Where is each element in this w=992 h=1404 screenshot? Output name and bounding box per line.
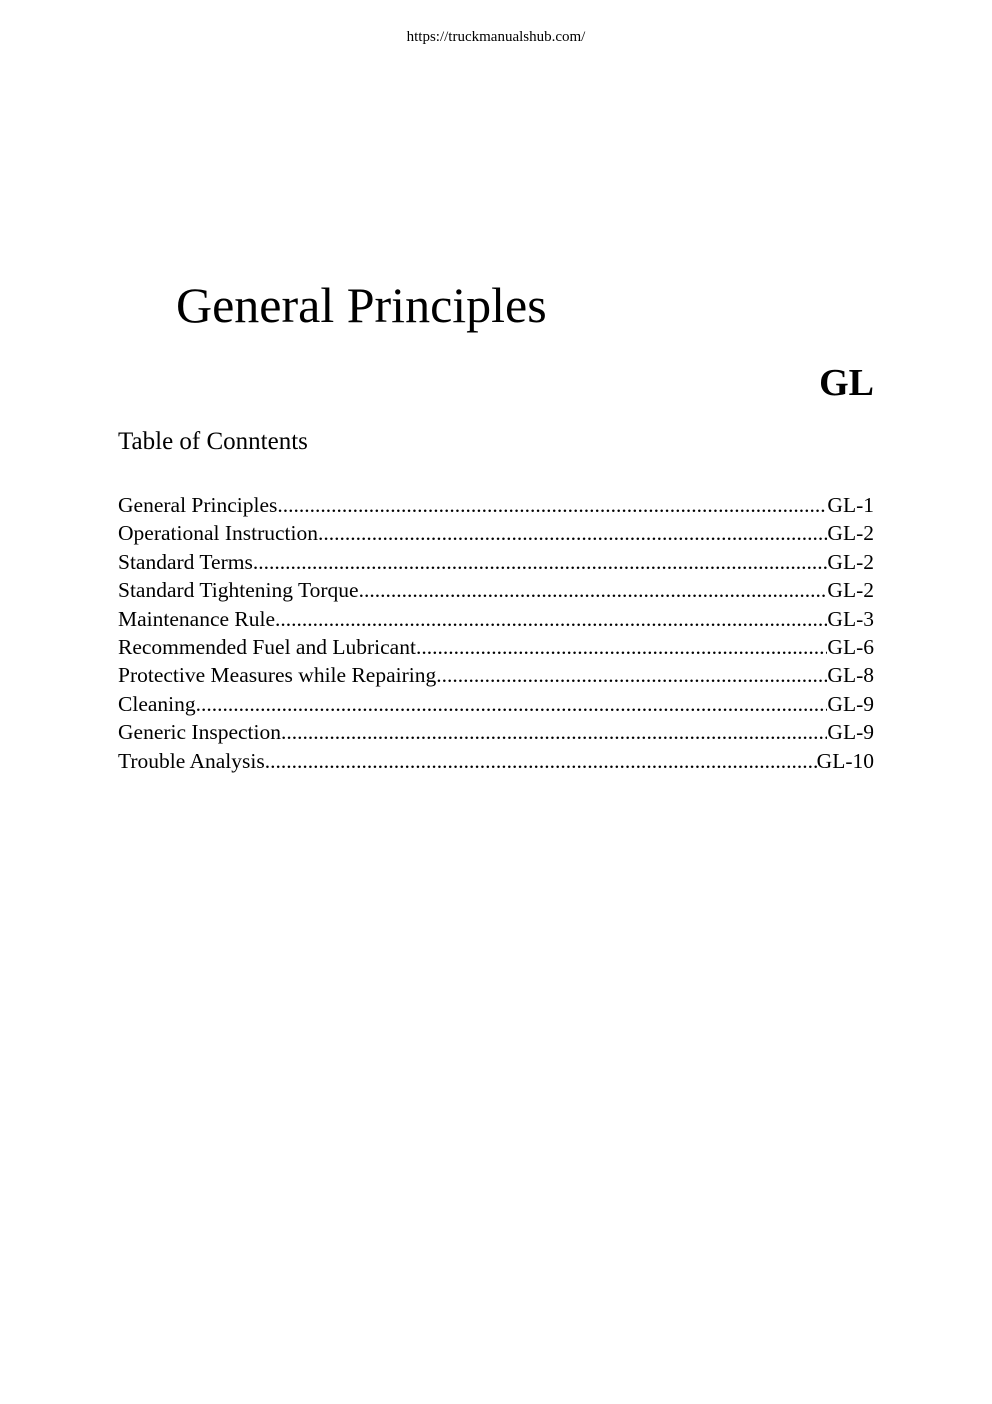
toc-entry-recommended-fuel-and-lubricant[interactable] [118,633,874,661]
toc-entry-page: GL-9 [827,720,874,745]
toc-entry-label: Maintenance Rule [118,606,276,631]
toc-dot-leader [277,491,827,519]
toc-entry-protective-measures-while-repairing[interactable] [118,661,874,689]
toc-entry-label: Operational Instruction [118,521,319,546]
toc-entry-page: GL-9 [827,691,874,716]
toc-dot-leader [196,690,828,718]
toc-entry-page: GL-3 [827,606,874,631]
toc-dot-leader [253,548,828,576]
toc-entry-label: Protective Measures while Repairing [118,663,437,688]
toc-entry-page: GL-10 [816,748,874,773]
toc-dot-leader [275,605,827,633]
toc-entry-maintenance-rule[interactable] [118,605,874,633]
toc-entry-page: GL-8 [827,663,874,688]
toc-entry-page: GL-6 [827,634,874,659]
toc-entry-label: General Principles [118,493,278,517]
toc-entry-page: GL-2 [827,521,874,546]
toc-entry-standard-terms[interactable] [118,548,874,576]
toc-entry-label: Standard Terms [118,549,253,574]
toc-entry-label: Trouble Analysis [118,748,265,773]
toc-entry-page: GL-1 [827,493,874,517]
toc-dot-leader [265,747,817,775]
toc-entry-label: Standard Tightening Torque [118,578,359,603]
toc-dot-leader [281,718,827,746]
toc-entry-generic-inspection[interactable] [118,718,874,746]
toc-list [118,491,874,775]
toc-dot-leader [436,661,827,689]
toc-entry-label: Generic Inspection [118,720,281,745]
toc-entry-trouble-analysis[interactable] [118,747,874,775]
toc-entry-standard-tightening-torque[interactable] [118,576,874,604]
toc-entry-page: GL-2 [827,549,874,574]
page-header-url: https://truckmanualshub.com/ [406,29,586,45]
toc-heading: Table of Conntents [118,428,308,455]
toc-entry-cleaning[interactable] [118,690,874,718]
toc-entry-general-principles[interactable] [118,491,874,519]
toc-entry-label: Recommended Fuel and Lubricant [118,634,416,659]
toc-entry-page: GL-2 [827,578,874,603]
chapter-code: GL [819,362,874,404]
toc-dot-leader [318,519,827,547]
toc-entry-label: Cleaning [118,691,196,716]
toc-dot-leader [359,576,828,604]
chapter-title: General Principles [176,277,547,333]
toc-entry-operational-instruction[interactable] [118,519,874,547]
toc-dot-leader [416,633,827,661]
